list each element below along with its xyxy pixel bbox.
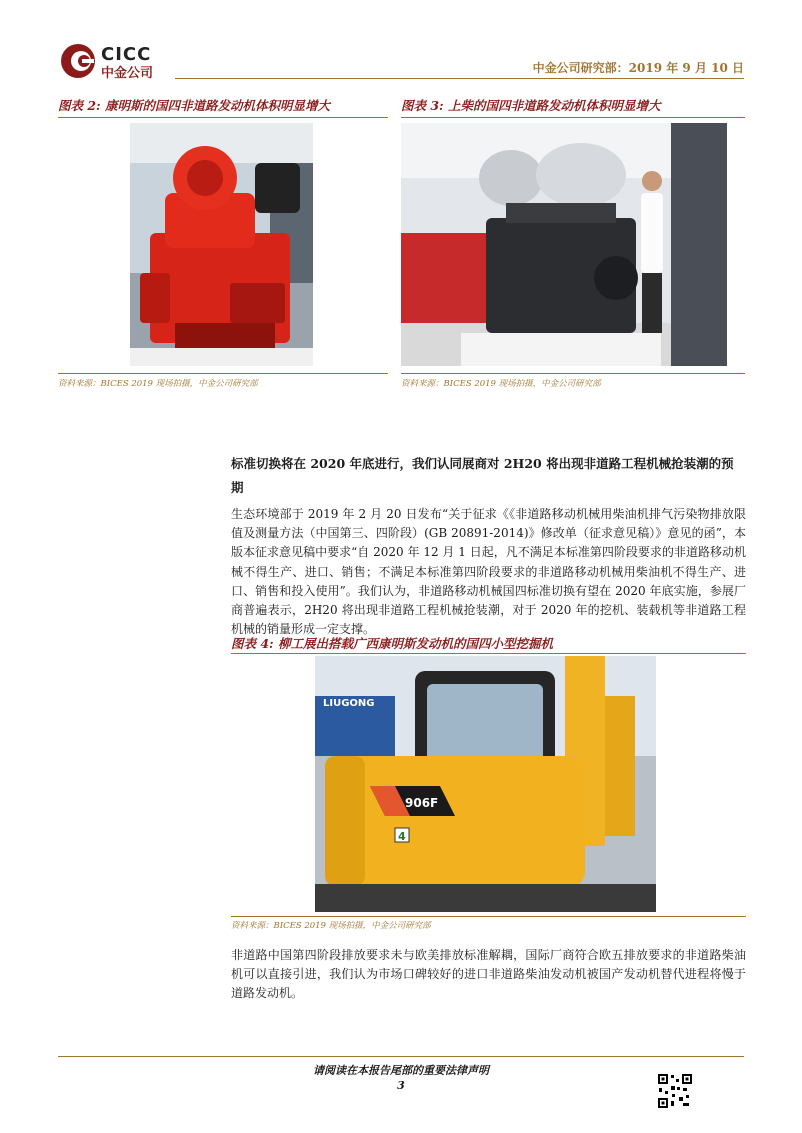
- figure-2-photo: [130, 123, 313, 366]
- header-divider: [175, 78, 744, 79]
- figure-3-bottom-rule: [401, 373, 745, 374]
- paragraph-2: 非道路中国第四阶段排放要求未与欧美排放标准解耦，国际厂商符合欧五排放要求的非道路柴油机可以直接引进，我们认为市场口碑较好的进口非道路柴油发动机被国产发动机替代进程将慢于道路发动机。: [231, 948, 746, 1001]
- figure-2-bottom-rule: [58, 373, 388, 374]
- emission-badge: 4: [398, 830, 406, 843]
- logo-text-cn: 中金公司: [101, 66, 154, 81]
- figure-4-rule: [231, 653, 746, 654]
- legal-notice: 请阅读在本报告尾部的重要法律声明: [313, 1064, 489, 1077]
- report-date-header: 中金公司研究部：2019 年 9 月 10 日: [532, 61, 744, 75]
- figure-2-source: 资料来源：BICES 2019 现场拍摄，中金公司研究部: [58, 379, 258, 389]
- figure-2-caption: 图表 2: 康明斯的国四非道路发动机体积明显增大: [58, 98, 331, 113]
- model-label: 906F: [405, 796, 439, 810]
- page-number: 3: [397, 1079, 405, 1092]
- booth-sign-text: LIUGONG: [323, 698, 375, 709]
- figure-3-source: 资料来源：BICES 2019 现场拍摄，中金公司研究部: [401, 379, 601, 389]
- section-heading: 标准切换将在 2020 年底进行，我们认同展商对 2H20 将出现非道路工程机械抢装潮的预期: [231, 456, 734, 495]
- figure-4-bottom-rule: [231, 916, 746, 917]
- figure-4-source: 资料来源：BICES 2019 现场拍摄，中金公司研究部: [231, 921, 431, 931]
- qr-code-icon: [657, 1073, 693, 1109]
- figure-3-rule: [401, 117, 745, 118]
- paragraph-1: 生态环境部于 2019 年 2 月 20 日发布“关于征求《《非道路移动机械用柴油机排气污染物排放限值及测量方法（中国第三、四阶段）(GB 20891-2014)》修改单（征求意见稿）》意见的函”，本版本征求意见稿中要求“自 2020 年 12 月 1 日起，凡不满足本标准第四阶段要求的非道路移动机械不得生产、进口、销售；不满足本标准第四阶段要求的非道路移动机械用柴油机不得生产、进口、销售和投入使用”。我们认为，非道路移动机械国四标准切换有望在 2020 年底实施，参展厂商普遍表示，2H20 将出现非道路工程机械抢装潮，对于 2020 年的挖机、装载机等非道路工程机械的销量形成一定支撑。: [231, 507, 746, 637]
- footer-divider: [58, 1056, 744, 1057]
- logo-text-en: CICC: [101, 44, 152, 65]
- figure-3-caption: 图表 3: 上柴的国四非道路发动机体积明显增大: [401, 98, 661, 113]
- figure-3-photo: [401, 123, 727, 366]
- figure-2-rule: [58, 117, 388, 118]
- figure-4-photo: [315, 656, 656, 912]
- cicc-logo-icon: [60, 43, 96, 79]
- figure-4-caption: 图表 4: 柳工展出搭载广西康明斯发动机的国四小型挖掘机: [231, 636, 554, 651]
